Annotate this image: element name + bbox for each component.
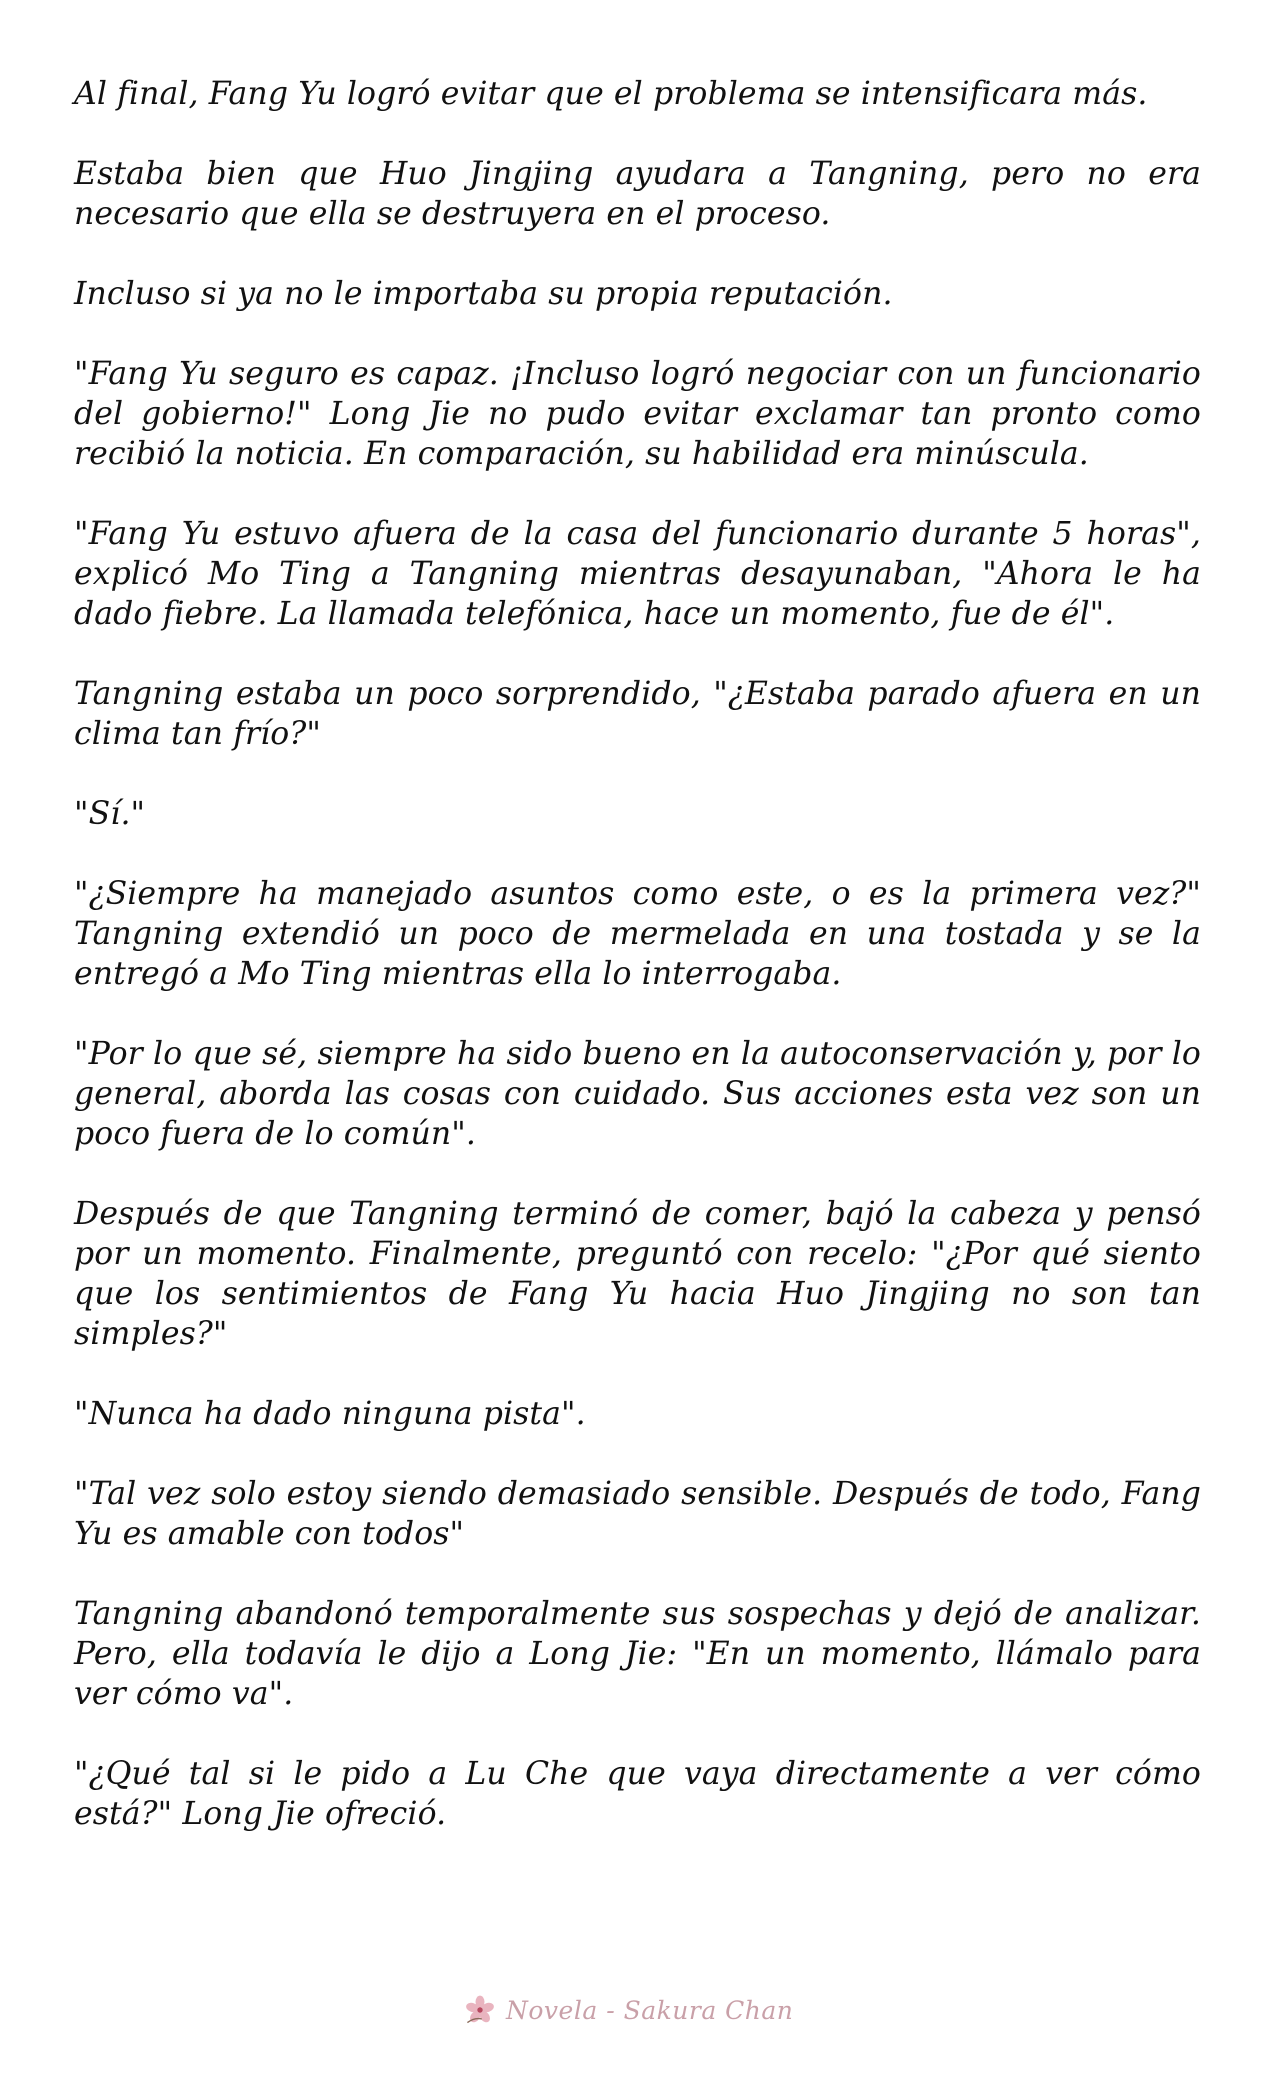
paragraph: "Fang Yu seguro es capaz. ¡Incluso logró negociar con un funcionario del gobierno!" Long Jie no pudo evitar exclamar tan pronto como recibió la noticia. En comparación, su habilidad era minúscula.: [74, 356, 1201, 472]
paragraph: "Sí.": [74, 796, 146, 832]
sakura-flower-icon: [462, 1992, 498, 2028]
paragraph: "¿Siempre ha manejado asuntos como este, o es la primera vez?" Tangning extendió un poco de mermelada en una tostada y se la entregó a Mo Ting mientras ella lo interrogaba.: [74, 876, 1201, 992]
document-body: [74, 74, 1201, 1874]
paragraph: "Fang Yu estuvo afuera de la casa del funcionario durante 5 horas", explicó Mo Ting a Tangning mientras desayunaban, "Ahora le ha dado fiebre. La llamada telefónica, hace un momento, fue de él".: [74, 516, 1201, 632]
paragraph: Al final, Fang Yu logró evitar que el problema se intensificara más.: [74, 76, 1148, 112]
paragraph: "Por lo que sé, siempre ha sido bueno en la autoconservación y, por lo general, aborda las cosas con cuidado. Sus acciones esta vez son un poco fuera de lo común".: [74, 1036, 1201, 1152]
watermark-text: Novela - Sakura Chan: [506, 1995, 794, 2025]
paragraph: Tangning abandonó temporalmente sus sospechas y dejó de analizar. Pero, ella todavía le dijo a Long Jie: "En un momento, llámalo para ver cómo va".: [74, 1596, 1201, 1712]
paragraph: Tangning estaba un poco sorprendido, "¿Estaba parado afuera en un clima tan frío?": [74, 676, 1201, 752]
paragraph: "Nunca ha dado ninguna pista".: [74, 1396, 586, 1432]
paragraph: Incluso si ya no le importaba su propia reputación.: [74, 276, 893, 312]
paragraph: "¿Qué tal si le pido a Lu Che que vaya directamente a ver cómo está?" Long Jie ofreció.: [74, 1756, 1201, 1832]
paragraph: "Tal vez solo estoy siendo demasiado sensible. Después de todo, Fang Yu es amable con todos": [74, 1476, 1201, 1552]
watermark: [462, 1990, 793, 2030]
paragraph: Estaba bien que Huo Jingjing ayudara a Tangning, pero no era necesario que ella se destruyera en el proceso.: [74, 156, 1201, 232]
paragraph: Después de que Tangning terminó de comer, bajó la cabeza y pensó por un momento. Finalmente, preguntó con recelo: "¿Por qué siento que los sentimientos de Fang Yu hacia Huo Jingjing no son tan simples?": [74, 1196, 1201, 1352]
